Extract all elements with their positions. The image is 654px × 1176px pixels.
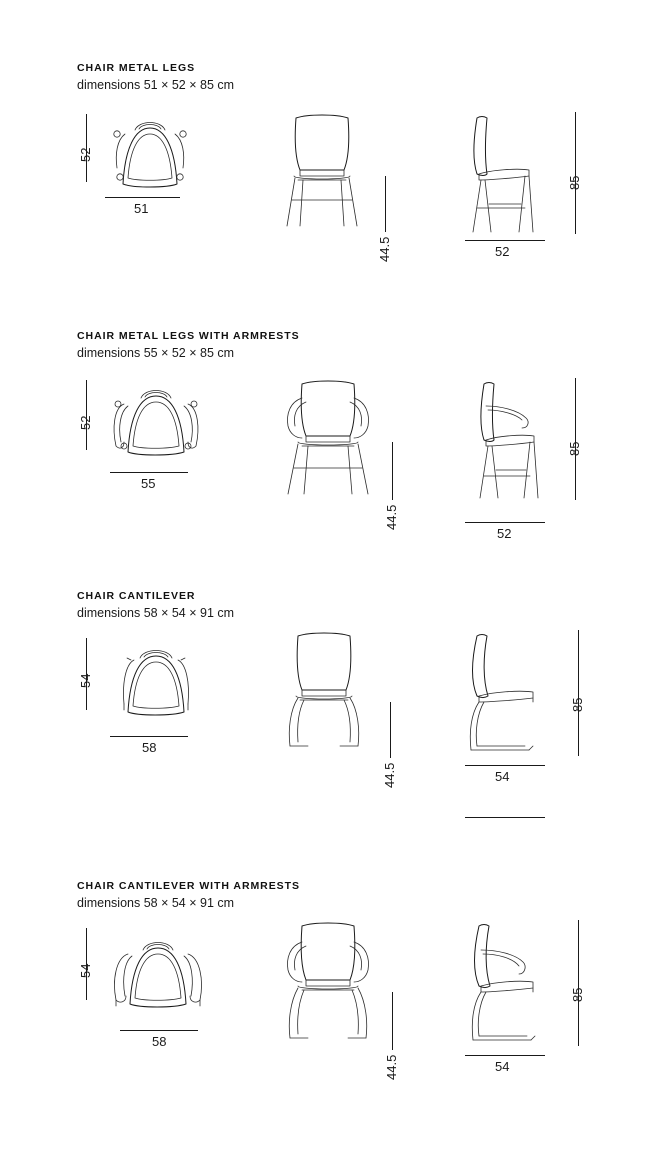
block-title: CHAIR METAL LEGS WITH ARMRESTS	[77, 330, 300, 342]
block-title: CHAIR METAL LEGS	[77, 62, 196, 74]
front-view-drawing	[276, 378, 388, 500]
top-view-depth-label: 54	[78, 673, 93, 688]
block-header	[77, 62, 234, 92]
side-view-height-dimline	[578, 920, 579, 1046]
side-view-extension-line	[465, 817, 545, 818]
side-view-depth-label: 52	[497, 526, 512, 541]
block-header	[77, 330, 300, 360]
front-view-seat-height-dimline	[385, 176, 386, 232]
side-view-drawing	[460, 378, 560, 503]
top-view-width-dimline	[110, 472, 188, 473]
top-view-width-dimline	[120, 1030, 198, 1031]
front-view-drawing	[276, 920, 388, 1048]
top-view-depth-label: 52	[78, 147, 93, 162]
side-view-depth-label: 54	[495, 769, 510, 784]
side-view-height-dimline	[575, 378, 576, 500]
top-view-width-label: 55	[141, 476, 156, 491]
side-view-height-label: 85	[567, 175, 582, 190]
front-view-seat-height-dimline	[392, 992, 393, 1050]
side-view-depth-label: 54	[495, 1059, 510, 1074]
side-view-height-label: 85	[570, 987, 585, 1002]
top-view-depth-label: 54	[78, 963, 93, 978]
top-view-drawing	[95, 114, 205, 194]
side-view-depth-dimline	[465, 240, 545, 241]
side-view-depth-dimline	[465, 765, 545, 766]
top-view-width-label: 58	[142, 740, 157, 755]
side-view-drawing	[455, 112, 555, 237]
front-view-seat-height-label: 44.5	[384, 504, 399, 530]
block-title: CHAIR CANTILEVER WITH ARMRESTS	[77, 880, 300, 892]
top-view-width-dimline	[110, 736, 188, 737]
front-view-seat-height-label: 44.5	[377, 236, 392, 262]
block-header	[77, 880, 300, 910]
top-view-drawing	[100, 638, 216, 722]
side-view-depth-dimline	[465, 522, 545, 523]
block-subtitle: dimensions 58 × 54 × 91 cm	[77, 896, 235, 910]
top-view-depth-label: 52	[78, 415, 93, 430]
front-view-seat-height-label: 44.5	[384, 1054, 399, 1080]
side-view-drawing	[455, 630, 559, 760]
top-view-drawing	[98, 380, 218, 462]
front-view-drawing	[280, 112, 380, 232]
top-view-width-label: 58	[152, 1034, 167, 1049]
block-title: CHAIR CANTILEVER	[77, 590, 196, 602]
side-view-depth-label: 52	[495, 244, 510, 259]
block-header	[77, 590, 234, 620]
side-view-height-dimline	[575, 112, 576, 234]
top-view-width-label: 51	[134, 201, 149, 216]
block-subtitle: dimensions 55 × 52 × 85 cm	[77, 346, 235, 360]
side-view-depth-dimline	[465, 1055, 545, 1056]
side-view-drawing	[455, 920, 561, 1050]
top-view-drawing	[100, 928, 220, 1014]
front-view-seat-height-label: 44.5	[382, 762, 397, 788]
block-subtitle: dimensions 58 × 54 × 91 cm	[77, 606, 235, 620]
top-view-width-dimline	[105, 197, 180, 198]
side-view-height-label: 85	[567, 441, 582, 456]
front-view-seat-height-dimline	[392, 442, 393, 500]
front-view-drawing	[280, 630, 384, 756]
block-subtitle: dimensions 51 × 52 × 85 cm	[77, 78, 235, 92]
side-view-height-label: 85	[570, 697, 585, 712]
front-view-seat-height-dimline	[390, 702, 391, 758]
side-view-height-dimline	[578, 630, 579, 756]
